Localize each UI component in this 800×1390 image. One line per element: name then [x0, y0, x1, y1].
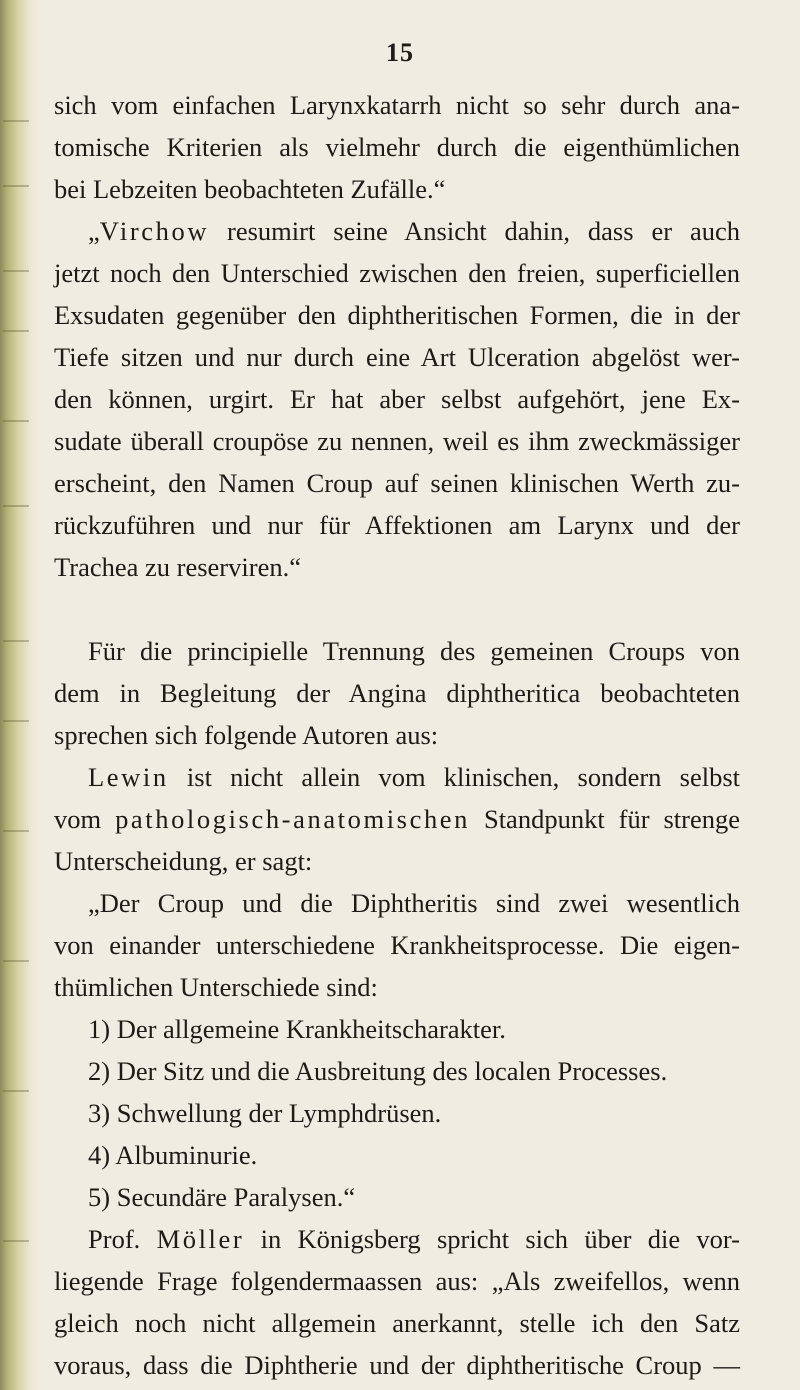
emphasized-term: pathologisch-anatomischen [115, 804, 471, 834]
text-line: Unterscheidung, er sagt: [54, 846, 313, 876]
text-line: thümlichen Unterschiede sind: [54, 972, 378, 1002]
text-line: Tiefe sitzen und nur durch eine Art Ulceration abgelöst wer- [54, 342, 740, 372]
text-line [54, 1218, 740, 1260]
text-run: Prof. [88, 1224, 157, 1254]
text-run: in Königsberg spricht sich über die vor- [244, 1224, 740, 1254]
text-run: resumirt seine Ansicht dahin, dass er auch [209, 216, 740, 246]
text-line: Für die principielle Trennung des gemeinen Croups von [88, 636, 740, 666]
text-line: sudate überall croupöse zu nennen, weil es ihm zweckmässiger [54, 426, 740, 456]
text-line: voraus, dass die Diphtherie und der diphtheritische Croup — [54, 1350, 740, 1380]
author-name: Virchow [99, 216, 210, 246]
text-line: sich vom einfachen Larynxkatarrh nicht so sehr durch ana- [54, 90, 740, 120]
text-line: dem in Begleitung der Angina diphtheritica beobachteten [54, 678, 740, 708]
list-item: 1) Der allgemeine Krankheitscharakter. [88, 1014, 506, 1044]
author-name: Möller [156, 1224, 245, 1254]
list-item: 4) Albuminurie. [88, 1140, 258, 1170]
page-number: 15 [386, 38, 414, 67]
text-line: jetzt noch den Unterschied zwischen den freien, superficiellen [54, 258, 740, 288]
text-run: ist nicht allein vom klinischen, sondern selbst [168, 762, 740, 792]
text-line [54, 756, 740, 798]
page-binding-edge [0, 0, 40, 1390]
text-line: Trachea zu reserviren.“ [54, 552, 301, 582]
text-line [54, 210, 740, 252]
list-item: 2) Der Sitz und die Ausbreitung des localen Processes. [88, 1056, 668, 1086]
text-line: gleich noch nicht allgemein anerkannt, stelle ich den Satz [54, 1308, 740, 1338]
text-run: vom [54, 804, 116, 834]
text-line: bei Lebzeiten beobachteten Zufälle.“ [54, 174, 446, 204]
text-line [54, 798, 740, 840]
quote-mark: „ [88, 216, 100, 246]
text-line: erscheint, den Namen Croup auf seinen klinischen Werth zu- [54, 468, 740, 498]
text-line: tomische Kriterien als vielmehr durch die eigenthümlichen [54, 132, 740, 162]
text-line: „Der Croup und die Diphtheritis sind zwei wesentlich [88, 888, 740, 918]
text-run: Standpunkt für strenge [470, 804, 740, 834]
paragraph-gap [54, 588, 740, 630]
list-item: 5) Secundäre Paralysen.“ [88, 1182, 356, 1212]
text-line: sprechen sich folgende Autoren aus: [54, 720, 439, 750]
list-item: 3) Schwellung der Lymphdrüsen. [88, 1098, 442, 1128]
author-name: Lewin [88, 762, 169, 792]
body-text [54, 84, 740, 1386]
text-line: den können, urgirt. Er hat aber selbst aufgehört, jene Ex- [54, 384, 740, 414]
text-line: rückzuführen und nur für Affektionen am Larynx und der [54, 510, 740, 540]
text-line: liegende Frage folgendermaassen aus: „Als zweifellos, wenn [54, 1266, 740, 1296]
text-line: von einander unterschiedene Krankheitsprocesse. Die eigen- [54, 930, 740, 960]
text-line: Exsudaten gegenüber den diphtheritischen Formen, die in der [54, 300, 740, 330]
